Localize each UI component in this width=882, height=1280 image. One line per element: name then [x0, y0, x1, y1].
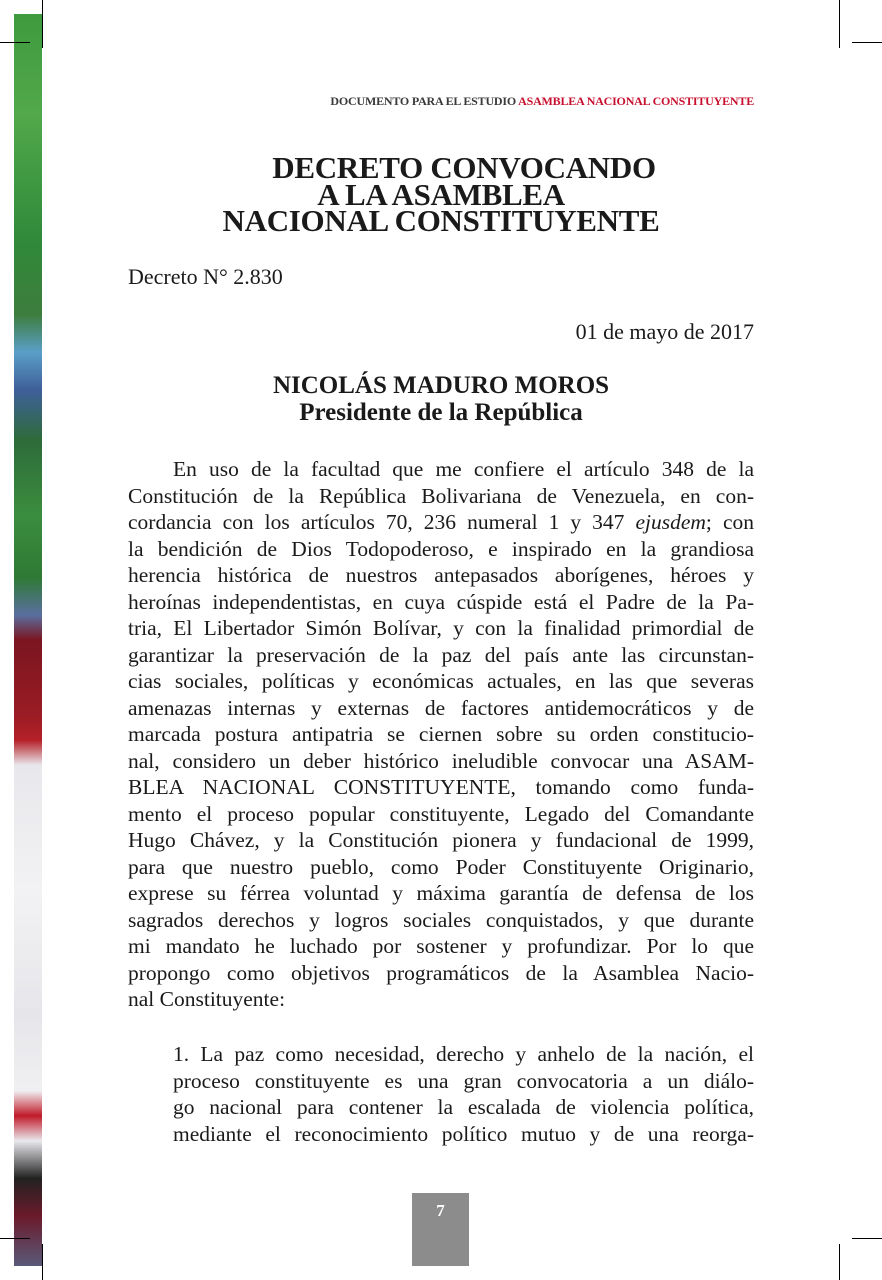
- crop-mark: [42, 1244, 43, 1280]
- paragraph-line: mi mandato he luchado por sostener y profundizar. Por lo que: [128, 934, 754, 958]
- paragraph-line: nal Constituyente:: [128, 987, 286, 1011]
- paragraph-line: sagrados derechos y logros sociales conquistados, y que durante: [128, 907, 754, 932]
- paragraph-line: nal, considero un deber histórico ineludible convocar una ASAM-: [128, 748, 754, 773]
- list-line: proceso constituyente es una gran convocatoria a un diálo-: [173, 1068, 754, 1093]
- list-line: mediante el reconocimiento político mutuo y de una reorga-: [173, 1121, 754, 1146]
- paragraph-line: cias sociales, políticas y económicas actuales, en las que severas: [128, 669, 754, 693]
- crop-mark: [0, 1238, 30, 1239]
- paragraph-line: heroínas independentistas, en cuya cúspide está el Padre de la Pa-: [128, 589, 754, 614]
- crop-mark: [0, 42, 30, 43]
- crop-mark: [852, 1238, 882, 1239]
- signatory-name: NICOLÁS MADURO MOROS: [272, 372, 610, 399]
- decree-date: 01 de mayo de 2017: [575, 319, 754, 344]
- paragraph-line: garantizar la preservación de la paz del país ante las circunstan-: [128, 642, 754, 667]
- paragraph-line: BLEA NACIONAL CONSTITUYENTE, tomando como funda-: [128, 775, 754, 799]
- crop-mark: [839, 1244, 840, 1280]
- paragraph-line: amenazas internas y externas de factores antidemocráticos y de: [128, 695, 754, 720]
- paragraph-line: propongo como objetivos programáticos de la Asamblea Nacio-: [128, 960, 754, 985]
- paragraph-line: para que nuestro pueblo, como Poder Constituyente Originario,: [128, 854, 754, 879]
- paragraph-line: tria, El Libertador Simón Bolívar, y con la finalidad primordial de: [128, 616, 754, 640]
- page-number: 7: [412, 1193, 469, 1266]
- paragraph-line: En uso de la facultad que me confiere el artículo 348 de la: [173, 457, 754, 481]
- line-segment: ; con: [705, 510, 754, 534]
- paragraph-line: Constitución de la República Bolivariana de Venezuela, en con-: [128, 483, 754, 508]
- list-line: 1. La paz como necesidad, derecho y anhelo de la nación, el: [173, 1042, 754, 1066]
- signatory-role: Presidente de la República: [299, 399, 583, 426]
- line-segment: cordancia con los artículos 70, 236 numeral 1 y 347: [128, 510, 636, 534]
- paragraph-line: marcada postura antipatria se ciernen sobre su orden constitucio-: [128, 722, 754, 746]
- header-series: DOCUMENTO PARA EL ESTUDIO: [330, 94, 516, 108]
- paragraph-line: Hugo Chávez, y la Constitución pionera y fundacional de 1999,: [128, 828, 754, 852]
- crop-mark: [839, 0, 840, 48]
- preamble-paragraph: [128, 456, 754, 1013]
- paragraph-line: mento el proceso popular constituyente, Legado del Comandante: [128, 801, 754, 826]
- crop-mark: [42, 0, 43, 48]
- paragraph-line: la bendición de Dios Todopoderoso, e inspirado en la grandiosa: [128, 536, 754, 561]
- objective-list-item-1: [173, 1041, 754, 1147]
- title-line-2: A LA ASAMBLEA: [317, 177, 565, 212]
- crop-mark: [852, 42, 882, 43]
- decree-number: Decreto N° 2.830: [128, 264, 283, 289]
- list-line: go nacional para contener la escalada de violencia política,: [173, 1095, 754, 1119]
- paragraph-line: herencia histórica de nuestros antepasados aborígenes, héroes y: [128, 563, 754, 587]
- title-line-3: NACIONAL CONSTITUYENTE: [222, 203, 660, 238]
- header-title: ASAMBLEA NACIONAL CONSTITUYENTE: [518, 94, 754, 108]
- paragraph-line: exprese su férrea voluntad y máxima garantía de defensa de los: [128, 881, 754, 905]
- paragraph-line: [128, 509, 754, 536]
- line-segment: ejusdem: [635, 510, 706, 534]
- title-line-1: DECRETO CONVOCANDO: [272, 150, 656, 185]
- running-header: [330, 94, 754, 109]
